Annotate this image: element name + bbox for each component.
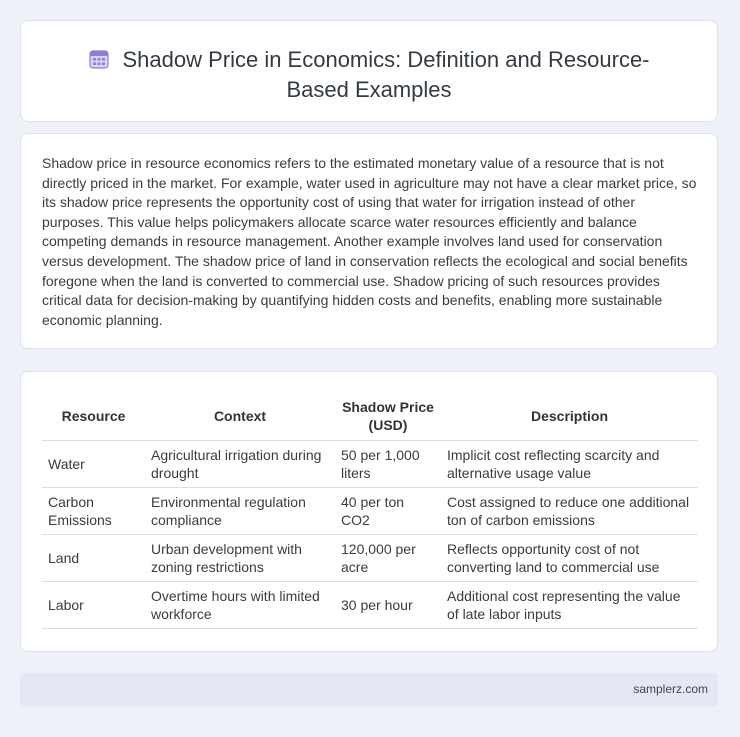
table-row — [42, 441, 698, 488]
table-row — [42, 535, 698, 582]
cell-context: Environmental regulation compliance — [145, 488, 335, 535]
cell-resource: Land — [42, 535, 145, 582]
header-context: Context — [145, 392, 335, 441]
footer-bar — [20, 673, 718, 707]
cell-description: Additional cost representing the value of late labor inputs — [441, 582, 698, 629]
cell-resource: Carbon Emissions — [42, 488, 145, 535]
cell-context: Agricultural irrigation during drought — [145, 441, 335, 488]
header-description: Description — [441, 392, 698, 441]
description-card — [20, 133, 718, 349]
cell-shadow-price: 50 per 1,000 liters — [335, 441, 441, 488]
header-resource: Resource — [42, 392, 145, 441]
cell-context: Urban development with zoning restrictions — [145, 535, 335, 582]
cell-shadow-price: 30 per hour — [335, 582, 441, 629]
cell-context: Overtime hours with limited workforce — [145, 582, 335, 629]
cell-description: Reflects opportunity cost of not converting land to commercial use — [441, 535, 698, 582]
page-title — [61, 45, 677, 105]
description-paragraph: Shadow price in resource economics refers to the estimated monetary value of a resource that is not directly priced in the market. For example, water used in agriculture may not have a clear market price, so its shadow price represents the opportunity cost of using that water for irrigation instead of other purposes. This value helps policymakers allocate scarce water resources efficiently and balance competing demands in resource management. Another example involves land used for conservation versus development. The shadow price of land in conservation reflects the ecological and social benefits foregone when the land is converted to commercial use. Shadow pricing of such resources provides critical data for decision-making by quantifying hidden costs and benefits, enabling more sustainable economic planning. — [42, 155, 697, 328]
cell-resource: Labor — [42, 582, 145, 629]
header-shadow-price: Shadow Price (USD) — [335, 392, 441, 441]
table-row — [42, 582, 698, 629]
cell-shadow-price: 40 per ton CO2 — [335, 488, 441, 535]
table-row — [42, 488, 698, 535]
cell-description: Cost assigned to reduce one additional ton of carbon emissions — [441, 488, 698, 535]
cell-shadow-price: 120,000 per acre — [335, 535, 441, 582]
page-title-text: Shadow Price in Economics: Definition and Resource-Based Examples — [122, 47, 650, 102]
footer-source-link[interactable]: samplerz.com — [633, 682, 708, 696]
table-header-row — [42, 392, 698, 441]
calendar-grid-icon — [88, 48, 110, 70]
shadow-price-table — [42, 392, 698, 629]
title-card — [20, 20, 718, 122]
table-card — [20, 371, 718, 652]
cell-description: Implicit cost reflecting scarcity and alternative usage value — [441, 441, 698, 488]
cell-resource: Water — [42, 441, 145, 488]
